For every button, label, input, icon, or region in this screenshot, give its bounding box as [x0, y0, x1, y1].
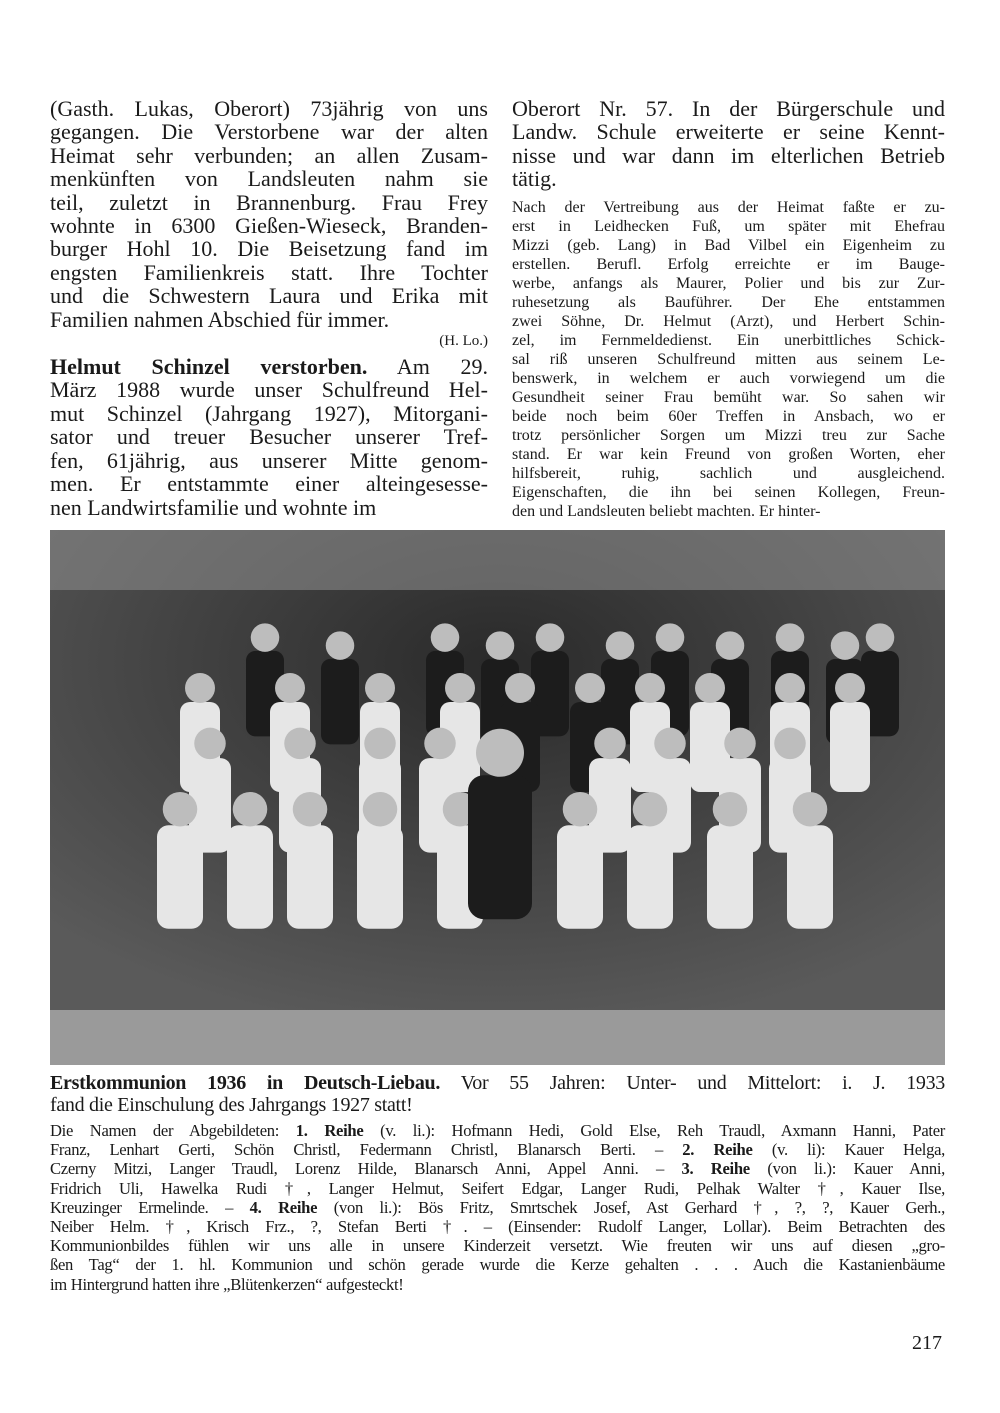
- text-line: den und Landsleuten beliebt machten. Er hinter-: [512, 502, 821, 520]
- text-line: Kommunionbildes fühlen wir uns alle in unsere Kinderzeit versetzt. Wie freuten wir uns auf diesen „gro-: [50, 1236, 945, 1256]
- text-line: Heimat sehr verbunden; an allen Zusam-: [50, 142, 488, 168]
- person-head: [606, 631, 635, 660]
- left-column-text: [50, 97, 488, 519]
- text-line: fen, 61jährig, aus unserer Mitte genom-: [50, 447, 488, 473]
- person-figure: [321, 659, 359, 745]
- person-head: [866, 623, 895, 652]
- text-line: wohnte in 6300 Gießen-Wieseck, Branden-: [50, 213, 488, 239]
- person-figure: [157, 825, 203, 929]
- text-line: beide noch beim 60er Treffen in Ansbach, wo er: [512, 407, 945, 425]
- text-line: [50, 1198, 945, 1217]
- text-segment: Vor 55 Jahren: Unter- und Mittelort: i. J. 1933: [440, 1072, 945, 1094]
- text-line: [50, 355, 488, 378]
- person-head: [536, 623, 565, 652]
- text-line: Neiber Helm. †, Krisch Frz., ?, Stefan Berti †. – (Einsender: Rudolf Langer, Lollar). Beim Betrachten des: [50, 1217, 945, 1237]
- text-line: burger Hohl 10. Die Beisetzung fand im: [50, 236, 488, 262]
- person-head: [476, 729, 524, 777]
- bold-heading: 1. Reihe: [295, 1121, 364, 1140]
- text-line: im Hintergrund hatten ihre „Blütenkerzen“ aufgesteckt!: [50, 1274, 404, 1294]
- text-line: werbe, anfangs als Maurer, Polier und bis zur Zur-: [512, 274, 945, 292]
- text-line: nen Landwirtsfamilie und wohnte im: [50, 494, 377, 520]
- person-head: [293, 792, 328, 827]
- person-figure: [287, 825, 333, 929]
- photo-illustration: [50, 530, 945, 1065]
- person-head: [831, 631, 860, 660]
- text-line: Nach der Vertreibung aus der Heimat faßte er zu-: [512, 198, 945, 216]
- text-line: tätig.: [512, 166, 557, 192]
- person-head: [724, 728, 756, 760]
- person-head: [326, 631, 355, 660]
- person-figure: [357, 825, 403, 929]
- text-segment: Die Namen der Abgebildeten:: [50, 1121, 296, 1140]
- person-head: [775, 673, 805, 703]
- person-figure: [787, 825, 833, 929]
- bold-heading: Helmut Schinzel verstorben.: [50, 354, 368, 380]
- person-head: [284, 728, 316, 760]
- person-head: [793, 792, 828, 827]
- text-line: erst in Leidhecken Fuß, um später mit Ehefrau: [512, 217, 945, 235]
- person-head: [194, 728, 226, 760]
- text-segment: (von li.): Kauer Anni,: [749, 1159, 946, 1179]
- person-head: [716, 631, 745, 660]
- text-line: [50, 1159, 945, 1178]
- person-head: [635, 673, 665, 703]
- text-line: erstellen. Berufl. Erfolg erreichte er im Bauge-: [512, 255, 945, 273]
- text-segment: Am 29.: [367, 354, 488, 380]
- text-line: [50, 1140, 945, 1159]
- person-figure: [627, 825, 673, 929]
- page-number: 217: [912, 1332, 942, 1354]
- person-head: [251, 623, 280, 652]
- text-line: trotz persönlicher Sorgen um Mizzi treu zur Sache: [512, 426, 945, 444]
- text-line: fand die Einschulung des Jahrgangs 1927 statt!: [50, 1094, 413, 1116]
- person-head: [445, 673, 475, 703]
- text-line: sal riß unseren Schulfreund mitten aus seinem Le-: [512, 350, 945, 368]
- first-communion-group-photo: [50, 530, 945, 1065]
- text-line: und die Schwestern Laura und Erika mit: [50, 283, 488, 309]
- text-line: teil, zuletzt in Brannenburg. Frau Frey: [50, 189, 488, 215]
- photo-caption: [50, 1072, 945, 1294]
- text-line: Eigenschaften, die ihn bei seinen Kollegen, Freun-: [512, 483, 945, 501]
- person-head: [163, 792, 198, 827]
- text-segment: Kreuzinger Ermelinde. –: [50, 1197, 250, 1217]
- text-line: ruhesetzung als Bauführer. Der Ehe entstammen: [512, 293, 945, 311]
- text-line: [50, 1072, 945, 1094]
- person-figure: [557, 825, 603, 929]
- text-line: (Gasth. Lukas, Oberort) 73jährig von uns: [50, 96, 488, 121]
- person-head: [486, 631, 515, 660]
- text-segment: (v. li): Kauer Helga,: [752, 1140, 945, 1160]
- person-head: [563, 792, 598, 827]
- person-head: [654, 728, 686, 760]
- person-head: [835, 673, 865, 703]
- text-line: Familien nahmen Abschied für immer.: [50, 306, 390, 332]
- text-segment: Franz, Lenhart Gerti, Schön Christl, Federmann Christl, Blanarsch Berti. –: [50, 1140, 683, 1160]
- bold-heading: 4. Reihe: [249, 1197, 318, 1217]
- bold-heading: Erstkommunion 1936 in Deutsch-Liebau.: [50, 1072, 441, 1094]
- text-line: Mizzi (geb. Lang) in Bad Vilbel ein Eigenheim zu: [512, 236, 945, 254]
- text-line: men. Er entstammte einer alteingesesse-: [50, 471, 488, 497]
- person-figure: [707, 825, 753, 929]
- text-line: Landw. Schule erweiterte er seine Kennt-: [512, 119, 945, 145]
- text-line: [50, 1121, 945, 1140]
- text-line: menkünften von Landsleuten nahm sie: [50, 166, 488, 192]
- bold-heading: 2. Reihe: [682, 1140, 753, 1160]
- text-line: nisse und war dann im elterlichen Betrieb: [512, 142, 945, 168]
- right-column-text: [512, 97, 945, 521]
- text-line: sator und treuer Besucher unserer Tref-: [50, 424, 488, 450]
- text-line: zwei Söhne, Dr. Helmut (Arzt), und Herbert Schin-: [512, 312, 945, 330]
- text-segment: (von li.): Bös Fritz, Smrtschek Josef, Ast Gerhard †, ?, ?, Kauer Gerh.,: [317, 1197, 945, 1217]
- person-head: [633, 792, 668, 827]
- text-line: mut Schinzel (Jahrgang 1927), Mitorgani-: [50, 400, 488, 426]
- person-head: [575, 673, 605, 703]
- person-head: [774, 728, 806, 760]
- person-head: [233, 792, 268, 827]
- person-head: [713, 792, 748, 827]
- text-line: Oberort Nr. 57. In der Bürgerschule und: [512, 96, 945, 121]
- bold-heading: 3. Reihe: [681, 1159, 750, 1179]
- text-line: März 1988 wurde unser Schulfreund Hel-: [50, 377, 488, 403]
- person-figure: [468, 775, 532, 919]
- person-head: [776, 623, 805, 652]
- person-figure: [227, 825, 273, 929]
- text-line: Gesundheit seiner Frau bemüht war. So sahen wir: [512, 388, 945, 406]
- text-line: gegangen. Die Verstorbene war der alten: [50, 119, 488, 145]
- person-head: [695, 673, 725, 703]
- text-line: ßen Tag“ der 1. hl. Kommunion und schön gerade wurde die Kerze gehalten . . . Auch die Kastanienbäume: [50, 1255, 945, 1275]
- person-head: [505, 673, 535, 703]
- person-head: [363, 792, 398, 827]
- person-figure: [830, 702, 870, 792]
- person-head: [275, 673, 305, 703]
- person-head: [656, 623, 685, 652]
- person-head: [185, 673, 215, 703]
- text-line: zel, im Fernmeldedienst. Ein unerbittliches Schick-: [512, 331, 945, 349]
- person-head: [431, 623, 460, 652]
- author-signature: (H. Lo.): [439, 333, 488, 350]
- person-head: [365, 673, 395, 703]
- person-head: [594, 728, 626, 760]
- text-line: stand. Er war kein Freund von großen Worten, eher: [512, 445, 945, 463]
- person-head: [424, 728, 456, 760]
- text-line: hilfsbereit, ruhig, sachlich und ausgleichend.: [512, 464, 945, 482]
- text-segment: Czerny Mitzi, Langer Traudl, Lorenz Hilde, Blanarsch Anni, Appel Anni. –: [50, 1159, 682, 1179]
- text-line: benswerk, in welchem er auch vorwiegend um die: [512, 369, 945, 387]
- text-segment: (v. li.): Hofmann Hedi, Gold Else, Reh Traudl, Axmann Hanni, Pater: [363, 1121, 945, 1140]
- person-head: [364, 728, 396, 760]
- text-line: Fridrich Uli, Hawelka Rudi †, Langer Helmut, Seifert Edgar, Langer Rudi, Pelhak Walter †, Kauer Ilse,: [50, 1178, 945, 1198]
- text-line: engsten Familienkreis statt. Ihre Tochter: [50, 259, 488, 285]
